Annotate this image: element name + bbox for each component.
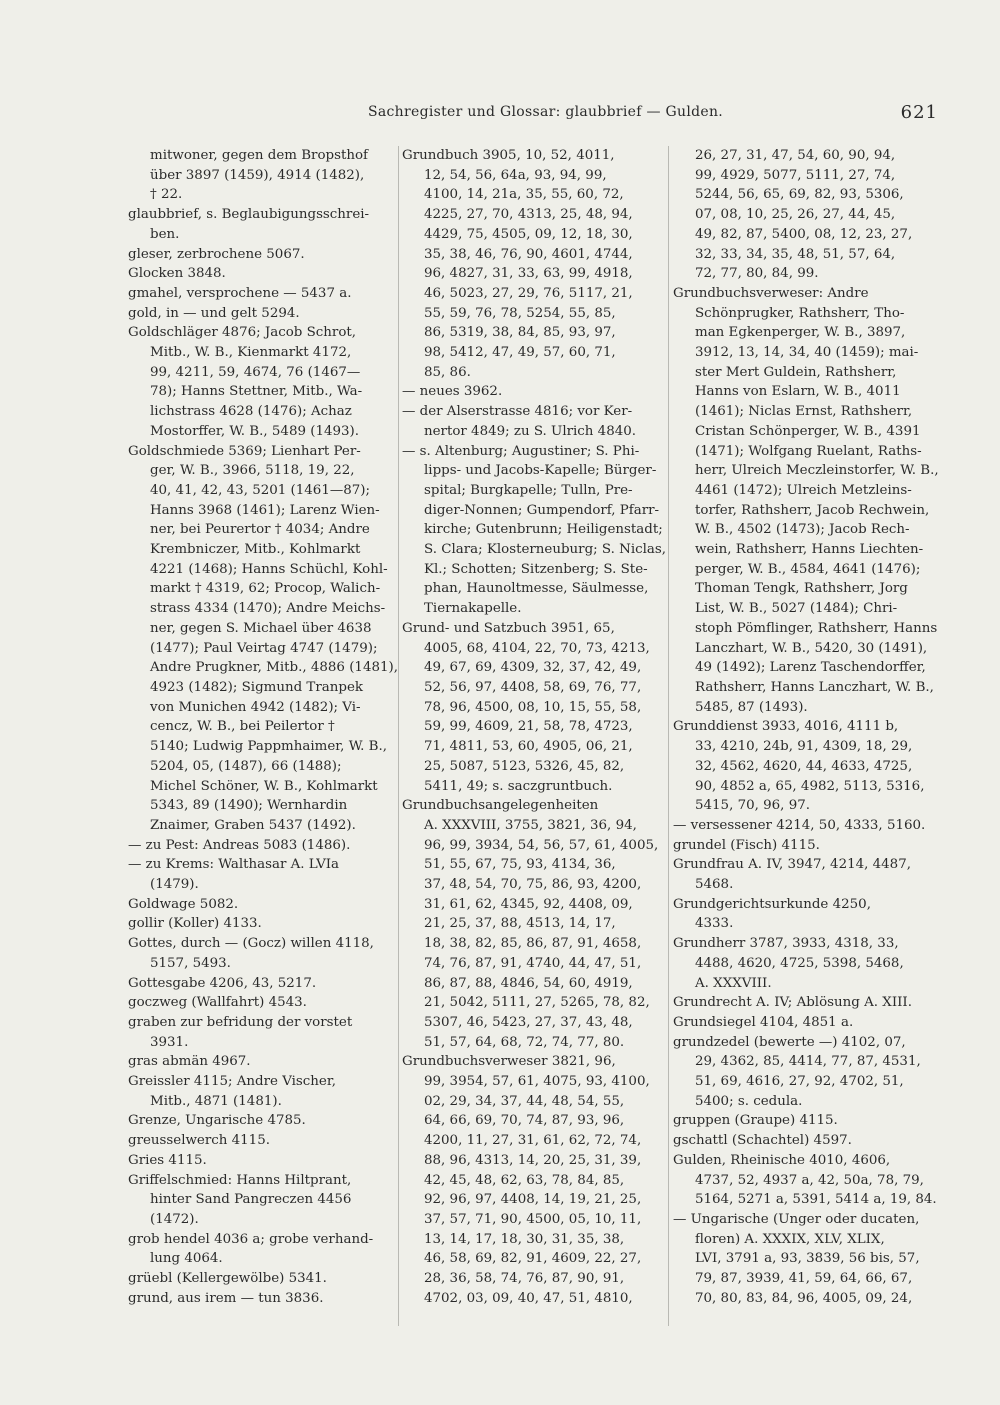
index-line: 18, 38, 82, 85, 86, 87, 91, 4658,: [424, 936, 642, 952]
index-line: 4200, 11, 27, 31, 61, 62, 72, 74,: [424, 1133, 642, 1149]
index-line: grüebl (Kellergewölbe) 5341.: [128, 1271, 327, 1287]
index-line: (1461); Niclas Ernst, Rathsherr,: [695, 404, 913, 420]
index-line: Glocken 3848.: [128, 266, 226, 282]
index-line: Grundbuchsverweser 3821, 96,: [402, 1054, 616, 1070]
index-line: man Egkenperger, W. B., 3897,: [695, 325, 906, 341]
index-line: 4702, 03, 09, 40, 47, 51, 4810,: [424, 1290, 633, 1306]
index-line: 78); Hanns Stettner, Mitb., Wa-: [150, 384, 363, 400]
index-line: 33, 4210, 24b, 91, 4309, 18, 29,: [695, 739, 913, 755]
index-line: lichstrass 4628 (1476); Achaz: [150, 404, 352, 420]
index-line: gleser, zerbrochene 5067.: [128, 246, 305, 262]
index-line: 72, 77, 80, 84, 99.: [695, 266, 819, 282]
index-line: graben zur befridung der vorstet: [128, 1014, 353, 1030]
index-line: gras abmän 4967.: [128, 1054, 251, 1070]
index-line: von Munichen 4942 (1482); Vi-: [150, 699, 361, 715]
index-line: goczweg (Wallfahrt) 4543.: [128, 995, 307, 1011]
index-line: 4005, 68, 4104, 22, 70, 73, 4213,: [424, 640, 650, 656]
index-line: 5157, 5493.: [150, 955, 231, 971]
index-line: 96, 4827, 31, 33, 63, 99, 4918,: [424, 266, 633, 282]
index-line: grund, aus irem — tun 3836.: [128, 1290, 324, 1306]
index-line: 4225, 27, 70, 4313, 25, 48, 94,: [424, 207, 633, 223]
index-line: Hanns von Eslarn, W. B., 4011: [695, 384, 901, 400]
index-line: 5468.: [695, 877, 734, 893]
index-line: lipps- und Jacobs-Kapelle; Bürger-: [424, 463, 657, 479]
index-line: mitwoner, gegen dem Bropsthof: [150, 148, 368, 163]
index-line: Grundgerichtsurkunde 4250,: [673, 896, 871, 912]
index-line: ner, bei Peurertor † 4034; Andre: [150, 522, 370, 538]
index-line: LVI, 3791 a, 93, 3839, 56 bis, 57,: [695, 1251, 920, 1267]
index-line: 5415, 70, 96, 97.: [695, 798, 810, 814]
index-line: Krembniczer, Mitb., Kohlmarkt: [150, 542, 361, 558]
index-line: gollir (Koller) 4133.: [128, 916, 262, 932]
index-line: Grundbuch 3905, 10, 52, 4011,: [402, 148, 615, 163]
index-line: 64, 66, 69, 70, 74, 87, 93, 96,: [424, 1113, 625, 1129]
index-line: Grundfrau A. IV, 3947, 4214, 4487,: [673, 857, 911, 873]
index-line: 37, 48, 54, 70, 75, 86, 93, 4200,: [424, 877, 642, 893]
index-line: grundzedel (bewerte —) 4102, 07,: [673, 1034, 906, 1050]
index-line: 32, 4562, 4620, 44, 4633, 4725,: [695, 758, 913, 774]
index-line: torfer, Rathsherr, Jacob Rechwein,: [695, 502, 930, 518]
index-line: — neues 3962.: [402, 384, 503, 400]
index-line: 5307, 46, 5423, 27, 37, 43, 48,: [424, 1014, 633, 1030]
page-number: 621: [900, 102, 938, 123]
index-line: 51, 55, 67, 75, 93, 4134, 36,: [424, 857, 616, 873]
index-line: 49 (1492); Larenz Taschendorffer,: [695, 660, 926, 676]
index-line: 07, 08, 10, 25, 26, 27, 44, 45,: [695, 207, 896, 223]
index-line: floren) A. XXXIX, XLV, XLIX,: [695, 1231, 885, 1247]
index-line: Grenze, Ungarische 4785.: [128, 1113, 306, 1129]
index-line: 46, 5023, 27, 29, 76, 5117, 21,: [424, 285, 633, 301]
index-line: phan, Haunoltmesse, Säulmesse,: [424, 581, 649, 597]
index-line: 3931.: [150, 1034, 189, 1050]
index-line: 25, 5087, 5123, 5326, 45, 82,: [424, 758, 625, 774]
index-column-2: [402, 146, 670, 1308]
index-line: Mostorffer, W. B., 5489 (1493).: [150, 423, 360, 439]
index-line: Michel Schöner, W. B., Kohlmarkt: [150, 778, 378, 794]
running-title: Sachregister und Glossar: glaubbrief — Gulden.: [368, 104, 724, 120]
index-line: stoph Pömflinger, Rathsherr, Hanns: [695, 620, 938, 636]
index-line: Goldschmiede 5369; Lienhart Per-: [128, 443, 361, 459]
index-line: 88, 96, 4313, 14, 20, 25, 31, 39,: [424, 1152, 642, 1168]
index-line: 4333.: [695, 916, 734, 932]
index-line: Gulden, Rheinische 4010, 4606,: [673, 1152, 891, 1168]
index-line: 32, 33, 34, 35, 48, 51, 57, 64,: [695, 246, 896, 262]
index-line: Mitb., W. B., Kienmarkt 4172,: [150, 345, 352, 361]
index-line: Griffelschmied: Hanns Hiltprant,: [128, 1172, 352, 1188]
index-line: 4461 (1472); Ulreich Metzleins-: [695, 482, 912, 498]
column-divider: [398, 146, 399, 1326]
index-line: Gottes, durch — (Gocz) willen 4118,: [128, 936, 374, 952]
index-line: Grundbuchsangelegenheiten: [402, 798, 599, 814]
index-line: 4737, 52, 4937 a, 42, 50a, 78, 79,: [695, 1172, 924, 1188]
index-line: 85, 86.: [424, 364, 471, 380]
index-line: † 22.: [150, 187, 183, 203]
index-line: — Ungarische (Unger oder ducaten,: [673, 1211, 920, 1227]
index-line: 21, 25, 37, 88, 4513, 14, 17,: [424, 916, 616, 932]
index-line: Cristan Schönperger, W. B., 4391: [695, 423, 921, 439]
index-line: (1471); Wolfgang Ruelant, Raths-: [695, 443, 922, 459]
index-line: 55, 59, 76, 78, 5254, 55, 85,: [424, 305, 616, 321]
index-line: (1479).: [150, 877, 199, 893]
index-line: 35, 38, 46, 76, 90, 4601, 4744,: [424, 246, 633, 262]
index-line: Goldschläger 4876; Jacob Schrot,: [128, 325, 357, 341]
index-line: Greissler 4115; Andre Vischer,: [128, 1074, 337, 1090]
index-line: Grunddienst 3933, 4016, 4111 b,: [673, 719, 899, 735]
index-line: Gottesgabe 4206, 43, 5217.: [128, 975, 317, 991]
index-line: perger, W. B., 4584, 4641 (1476);: [695, 561, 921, 577]
index-line: 74, 76, 87, 91, 4740, 44, 47, 51,: [424, 955, 642, 971]
index-line: — zu Krems: Walthasar A. LVIa: [128, 857, 340, 873]
index-line: 5204, 05, (1487), 66 (1488);: [150, 758, 342, 774]
index-line: Grund- und Satzbuch 3951, 65,: [402, 620, 615, 636]
index-line: 3912, 13, 14, 34, 40 (1459); mai-: [695, 345, 919, 361]
index-line: 4429, 75, 4505, 09, 12, 18, 30,: [424, 226, 633, 242]
index-line: 21, 5042, 5111, 27, 5265, 78, 82,: [424, 995, 650, 1011]
index-line: ster Mert Guldein, Rathsherr,: [695, 364, 897, 380]
index-line: 4221 (1468); Hanns Schüchl, Kohl-: [150, 561, 388, 577]
index-line: 5244, 56, 65, 69, 82, 93, 5306,: [695, 187, 904, 203]
index-line: 96, 99, 3934, 54, 56, 57, 61, 4005,: [424, 837, 659, 853]
index-line: ner, gegen S. Michael über 4638: [150, 620, 372, 636]
index-line: Andre Prugkner, Mitb., 4886 (1481),: [150, 660, 398, 676]
page-header: [0, 104, 1000, 128]
index-line: — versessener 4214, 50, 4333, 5160.: [673, 817, 926, 833]
index-line: 70, 80, 83, 84, 96, 4005, 09, 24,: [695, 1290, 913, 1306]
index-line: 4923 (1482); Sigmund Tranpek: [150, 679, 363, 695]
index-line: ger, W. B., 3966, 5118, 19, 22,: [150, 463, 355, 479]
index-line: Grundrecht A. IV; Ablösung A. XIII.: [673, 995, 912, 1011]
index-line: (1477); Paul Veirtag 4747 (1479);: [150, 640, 378, 656]
index-line: — s. Altenburg; Augustiner; S. Phi-: [402, 443, 640, 459]
index-line: nertor 4849; zu S. Ulrich 4840.: [424, 423, 637, 439]
index-line: 40, 41, 42, 43, 5201 (1461—87);: [150, 482, 371, 498]
index-column-3: [673, 146, 939, 1308]
index-line: 5140; Ludwig Pappmhaimer, W. B.,: [150, 739, 387, 755]
index-line: — zu Pest: Andreas 5083 (1486).: [128, 837, 351, 853]
index-line: ben.: [150, 226, 180, 242]
index-line: Mitb., 4871 (1481).: [150, 1093, 282, 1109]
index-line: 29, 4362, 85, 4414, 77, 87, 4531,: [695, 1054, 921, 1070]
index-line: S. Clara; Klosterneuburg; S. Niclas,: [424, 542, 667, 558]
index-column-1: [128, 146, 398, 1308]
index-line: grundel (Fisch) 4115.: [673, 837, 820, 853]
index-line: 86, 5319, 38, 84, 85, 93, 97,: [424, 325, 616, 341]
index-line: 49, 67, 69, 4309, 32, 37, 42, 49,: [424, 660, 642, 676]
index-line: Tiernakapelle.: [424, 601, 522, 617]
index-line: W. B., 4502 (1473); Jacob Rech-: [695, 522, 910, 538]
index-line: Lanczhart, W. B., 5420, 30 (1491),: [695, 640, 928, 656]
index-line: cencz, W. B., bei Peilertor †: [150, 719, 335, 735]
index-line: 4488, 4620, 4725, 5398, 5468,: [695, 955, 904, 971]
index-line: Gries 4115.: [128, 1152, 207, 1168]
index-line: A. XXXVIII, 3755, 3821, 36, 94,: [424, 817, 637, 833]
index-line: 13, 14, 17, 18, 30, 31, 35, 38,: [424, 1231, 625, 1247]
index-line: 5400; s. cedula.: [695, 1093, 803, 1109]
index-line: Thoman Tengk, Rathsherr, Jorg: [695, 581, 908, 597]
index-line: strass 4334 (1470); Andre Meichs-: [150, 601, 386, 617]
index-line: 71, 4811, 53, 60, 4905, 06, 21,: [424, 739, 633, 755]
index-line: wein, Rathsherr, Hanns Liechten-: [695, 542, 924, 558]
index-line: Rathsherr, Hanns Lanczhart, W. B.,: [695, 679, 934, 695]
index-line: 26, 27, 31, 47, 54, 60, 90, 94,: [695, 148, 896, 163]
index-line: 28, 36, 58, 74, 76, 87, 90, 91,: [424, 1271, 625, 1287]
index-line: 5164, 5271 a, 5391, 5414 a, 19, 84.: [695, 1192, 937, 1208]
index-line: Grundherr 3787, 3933, 4318, 33,: [673, 936, 899, 952]
index-line: grob hendel 4036 a; grobe verhand-: [128, 1231, 374, 1247]
index-line: gruppen (Graupe) 4115.: [673, 1113, 838, 1129]
index-line: A. XXXVIII.: [695, 975, 772, 991]
index-line: List, W. B., 5027 (1484); Chri-: [695, 601, 898, 617]
index-line: greusselwerch 4115.: [128, 1133, 270, 1149]
index-line: 51, 57, 64, 68, 72, 74, 77, 80.: [424, 1034, 625, 1050]
index-line: 5343, 89 (1490); Wernhardin: [150, 798, 348, 814]
index-line: gschattl (Schachtel) 4597.: [673, 1133, 852, 1149]
index-line: gmahel, versprochene — 5437 a.: [128, 285, 352, 301]
index-line: gold, in — und gelt 5294.: [128, 305, 300, 321]
index-line: 12, 54, 56, 64a, 93, 94, 99,: [424, 167, 607, 183]
index-line: 78, 96, 4500, 08, 10, 15, 55, 58,: [424, 699, 642, 715]
index-line: Znaimer, Graben 5437 (1492).: [150, 817, 356, 833]
index-line: 99, 3954, 57, 61, 4075, 93, 4100,: [424, 1074, 650, 1090]
index-line: Hanns 3968 (1461); Larenz Wien-: [150, 502, 380, 518]
index-line: 51, 69, 4616, 27, 92, 4702, 51,: [695, 1074, 904, 1090]
index-line: 79, 87, 3939, 41, 59, 64, 66, 67,: [695, 1271, 913, 1287]
index-line: lung 4064.: [150, 1251, 223, 1267]
index-line: Grundbuchsverweser: Andre: [673, 285, 869, 301]
index-line: 37, 57, 71, 90, 4500, 05, 10, 11,: [424, 1211, 642, 1227]
index-line: Grundsiegel 4104, 4851 a.: [673, 1014, 854, 1030]
index-line: Schönprugker, Rathsherr, Tho-: [695, 305, 905, 321]
index-line: 92, 96, 97, 4408, 14, 19, 21, 25,: [424, 1192, 642, 1208]
index-line: 99, 4211, 59, 4674, 76 (1467—: [150, 364, 361, 380]
index-line: 4100, 14, 21a, 35, 55, 60, 72,: [424, 187, 624, 203]
index-line: 46, 58, 69, 82, 91, 4609, 22, 27,: [424, 1251, 642, 1267]
index-line: (1472).: [150, 1211, 199, 1227]
index-line: 31, 61, 62, 4345, 92, 4408, 09,: [424, 896, 633, 912]
index-line: Goldwage 5082.: [128, 896, 239, 912]
index-line: spital; Burgkapelle; Tulln, Pre-: [424, 482, 633, 498]
index-line: hinter Sand Pangreczen 4456: [150, 1192, 352, 1208]
index-line: 52, 56, 97, 4408, 58, 69, 76, 77,: [424, 679, 642, 695]
index-line: 42, 45, 48, 62, 63, 78, 84, 85,: [424, 1172, 625, 1188]
index-line: 99, 4929, 5077, 5111, 27, 74,: [695, 167, 896, 183]
index-line: 5411, 49; s. saczgruntbuch.: [424, 778, 613, 794]
index-line: über 3897 (1459), 4914 (1482),: [150, 167, 365, 183]
index-line: — der Alserstrasse 4816; vor Ker-: [402, 404, 633, 420]
index-line: kirche; Gutenbrunn; Heiligenstadt;: [424, 522, 663, 538]
index-line: diger-Nonnen; Gumpendorf, Pfarr-: [424, 502, 660, 518]
index-line: 98, 5412, 47, 49, 57, 60, 71,: [424, 345, 616, 361]
index-line: 86, 87, 88, 4846, 54, 60, 4919,: [424, 975, 633, 991]
index-line: 5485, 87 (1493).: [695, 699, 808, 715]
index-line: herr, Ulreich Meczleinstorfer, W. B.,: [695, 463, 939, 479]
index-line: 90, 4852 a, 65, 4982, 5113, 5316,: [695, 778, 925, 794]
index-line: Kl.; Schotten; Sitzenberg; S. Ste-: [424, 561, 648, 577]
index-line: markt † 4319, 62; Procop, Walich-: [150, 581, 381, 597]
index-line: 59, 99, 4609, 21, 58, 78, 4723,: [424, 719, 633, 735]
index-line: glaubbrief, s. Beglaubigungsschrei-: [128, 207, 370, 223]
index-line: 02, 29, 34, 37, 44, 48, 54, 55,: [424, 1093, 625, 1109]
index-line: 49, 82, 87, 5400, 08, 12, 23, 27,: [695, 226, 913, 242]
